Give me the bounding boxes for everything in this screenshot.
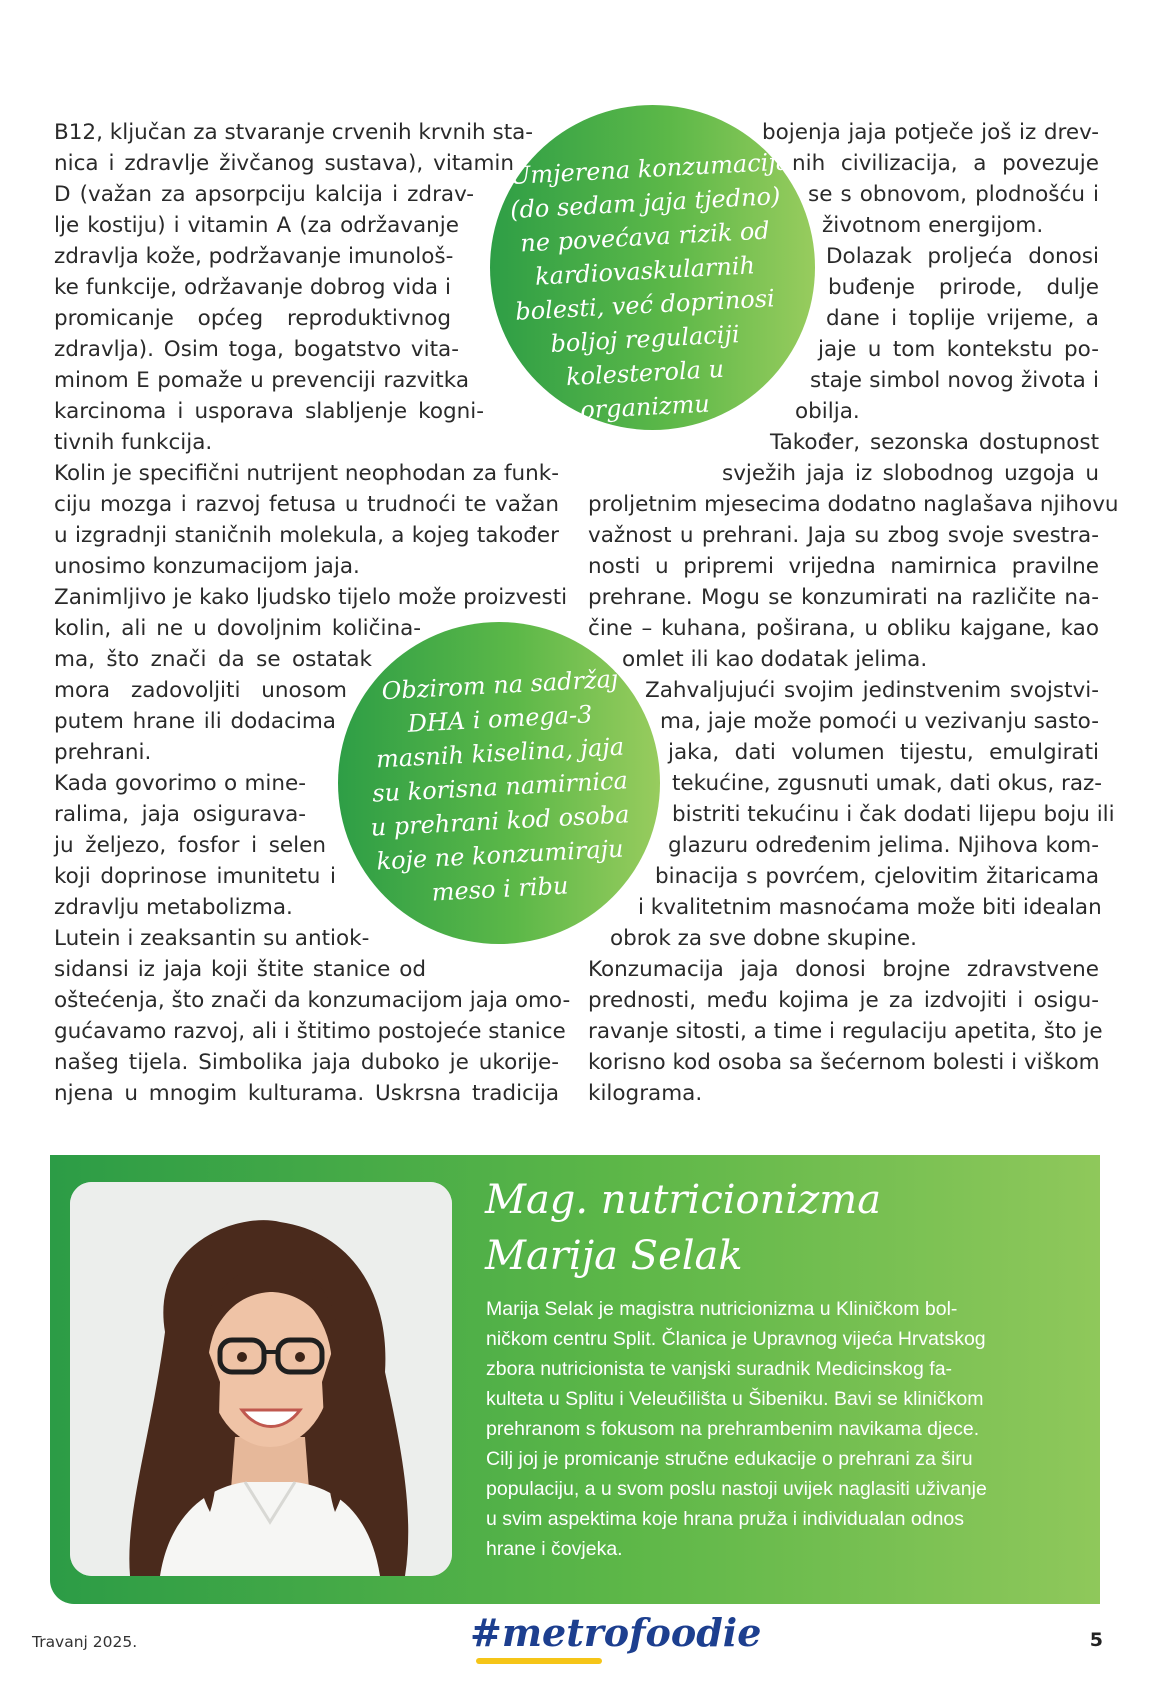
bio-line: prehranom s fokusom na prehrambenim navikama djece. — [486, 1418, 980, 1440]
right-line: tekućine, zgusnuti umak, dati okus, raz- — [672, 771, 1103, 796]
pull-quote-line: su korisna namirnica — [371, 766, 629, 808]
right-line: bistriti tekućinu i čak dodati lijepu boju ili — [672, 802, 1115, 827]
bio-line: hrane i čovjeka. — [486, 1538, 623, 1560]
logo-hash: # — [470, 1610, 502, 1655]
right-line: i kvalitetnim masnoćama može biti idealan — [638, 895, 1102, 920]
left-line: lje kostiju) i vitamin A (za održavanje — [54, 213, 459, 238]
pull-quote-line: (do sedam jaja tjedno) — [509, 181, 781, 225]
bio-line: Marija Selak je magistra nutricionizma u Kliničkom bol- — [486, 1298, 958, 1320]
right-line: korisno kod osoba sa šećernom bolesti i viškom — [588, 1050, 1100, 1075]
author-portrait-image — [70, 1182, 452, 1576]
pull-quote-line: boljoj regulaciji — [549, 320, 741, 358]
right-line: obrok za sve dobne skupine. — [610, 926, 917, 951]
pull-quote-line: koje ne konzumiraju — [375, 834, 625, 876]
right-line: prehrane. Mogu se konzumirati na različite na- — [588, 585, 1099, 610]
left-line: prehrani. — [54, 740, 152, 765]
pull-quote-line: kardiovaskularnih — [534, 251, 756, 291]
right-line: nosti u pripremi vrijedna namirnica pravilne — [588, 554, 1099, 579]
right-line: omlet ili kao dodatak jelima. — [622, 647, 928, 672]
left-line: nica i zdravlje živčanog sustava), vitamin — [54, 151, 514, 176]
right-line: bojenja jaja potječe još iz drev- — [762, 120, 1099, 145]
left-line: minom E pomaže u prevenciji razvitka — [54, 368, 469, 393]
left-line: sidansi iz jaja koji štite stanice od — [54, 957, 426, 982]
left-line: Zanimljivo je kako ljudsko tijelo može proizvesti — [54, 585, 568, 610]
left-line: zdravlja kože, podržavanje imunološ- — [54, 244, 454, 269]
pull-quote-line: organizmu — [579, 389, 711, 425]
left-line: u izgradnji staničnih molekula, a kojeg također — [54, 523, 559, 548]
right-line: Zahvaljujući svojim jedinstvenim svojstvi- — [645, 678, 1099, 703]
right-line: čine – kuhana, poširana, u obliku kajgane, kao — [588, 616, 1099, 641]
pull-quote-line: bolesti, već doprinosi — [514, 284, 776, 326]
bio-line: ničkom centru Split. Članica je Upravnog vijeća Hrvatskog — [486, 1328, 986, 1350]
right-line: životnom energijom. — [822, 213, 1044, 238]
bio-line: Cilj joj je promicanje stručne edukacije o prehrani za širu — [486, 1448, 973, 1470]
pull-quote-line: Obzirom na sadržaj — [380, 664, 620, 706]
author-title: Mag. nutricionizma — [485, 1177, 882, 1223]
logo-metro: metro — [501, 1610, 630, 1655]
page-number: 5 — [1089, 1629, 1103, 1651]
right-line: proljetnim mjesecima dodatno naglašava njihovu — [588, 492, 1119, 517]
bio-line: kulteta u Splitu i Veleučilišta u Šibeniku. Bavi se kliničkom — [486, 1388, 984, 1410]
pull-quote-line: u prehrani kod osoba — [369, 800, 631, 842]
author-name: Marija Selak — [485, 1233, 743, 1279]
left-line: putem hrane ili dodacima — [54, 709, 336, 734]
left-line: oštećenja, što znači da konzumacijom jaja omo- — [54, 988, 571, 1013]
pull-quote-line: DHA i omega-3 — [406, 700, 594, 738]
left-line: zdravlja). Osim toga, bogatstvo vita- — [54, 337, 459, 362]
left-line: ke funkcije, održavanje dobrog vida i — [54, 275, 451, 300]
left-line: ma, što znači da se ostatak — [54, 647, 372, 672]
right-line: Konzumacija jaja donosi brojne zdravstvene — [588, 957, 1099, 982]
right-line: svježih jaja iz slobodnog uzgoja u — [722, 461, 1099, 486]
bio-line: populaciju, a u svom poslu nastoji uvijek naglasiti uživanje — [486, 1478, 987, 1500]
right-line: binacija s povrćem, cjelovitim žitaricama — [655, 864, 1099, 889]
right-line: Dolazak proljeća donosi — [826, 244, 1099, 269]
right-line: glazuru određenim jelima. Njihova kom- — [668, 833, 1099, 858]
right-line: kilograma. — [588, 1081, 703, 1106]
pull-quote-line: kolesterola u — [565, 354, 725, 392]
left-line: ju željezo, fosfor i selen — [54, 833, 326, 858]
left-line: našeg tijela. Simbolika jaja duboko je ukorije- — [54, 1050, 559, 1075]
left-line: kolin, ali ne u dovoljnim količina- — [54, 616, 421, 641]
right-line: staje simbol novog života i — [810, 368, 1099, 393]
bio-line: u svim aspektima koje hrana pruža i individualan odnos — [486, 1508, 965, 1530]
right-line: prednosti, među kojima je za izdvojiti i osigu- — [588, 988, 1099, 1013]
left-line: ciju mozga i razvoj fetusa u trudnoći te važan — [54, 492, 559, 517]
left-line: gućavamo razvoj, ali i štitimo postojeće stanice — [54, 1019, 566, 1044]
issue-date: Travanj 2025. — [32, 1633, 138, 1651]
left-line: karcinoma i usporava slabljenje kogni- — [54, 399, 484, 424]
pull-quote-line: ne povećava rizik od — [519, 216, 771, 258]
left-line: koji doprinose imunitetu i — [54, 864, 336, 889]
logo-underline — [476, 1658, 602, 1664]
left-line: promicanje općeg reproduktivnog — [54, 306, 451, 331]
metrofoodie-logo — [470, 1610, 761, 1655]
left-line: Kolin je specifični nutrijent neophodan za funk- — [54, 461, 559, 486]
right-line: Također, sezonska dostupnost — [770, 430, 1099, 455]
left-line: Kada govorimo o mine- — [54, 771, 306, 796]
right-line: dane i toplije vrijeme, a — [826, 306, 1099, 331]
left-line: tivnih funkcija. — [54, 430, 213, 455]
logo-foodie: foodie — [629, 1610, 762, 1655]
left-line: Lutein i zeaksantin su antiok- — [54, 926, 370, 951]
right-line: ravanje sitosti, a time i regulaciju apetita, što je — [588, 1019, 1103, 1044]
right-line: se s obnovom, plodnošću i — [808, 182, 1099, 207]
right-line: važnost u prehrani. Jaja su zbog svoje svestra- — [588, 523, 1099, 548]
left-line: mora zadovoljiti unosom — [54, 678, 347, 703]
left-line: zdravlju metabolizma. — [54, 895, 293, 920]
left-line: D (važan za apsorpciju kalcija i zdrav- — [54, 182, 474, 207]
pull-quote-line: meso i ribu — [431, 871, 569, 907]
right-line: jaka, dati volumen tijestu, emulgirati — [668, 740, 1099, 765]
pull-quote-line: Umjerena konzumacija — [509, 147, 791, 191]
author-photo — [70, 1182, 452, 1576]
left-line: unosimo konzumacijom jaja. — [54, 554, 360, 579]
left-line: njena u mnogim kulturama. Uskrsna tradicija — [54, 1081, 559, 1106]
right-line: jaje u tom kontekstu po- — [818, 337, 1099, 362]
bio-line: zbora nutricionista te vanjski suradnik Medicinskog fa- — [486, 1358, 953, 1380]
right-line: buđenje prirode, dulje — [828, 275, 1099, 300]
pull-quote-line: masnih kiselina, jaja — [375, 732, 625, 774]
right-line: ma, jaje može pomoći u vezivanju sasto- — [660, 709, 1099, 734]
left-line: B12, ključan za stvaranje crvenih krvnih sta- — [54, 120, 534, 145]
right-line: obilja. — [795, 399, 860, 424]
left-line: ralima, jaja osigurava- — [54, 802, 306, 827]
right-line: nih civilizacija, a povezuje — [792, 151, 1099, 176]
